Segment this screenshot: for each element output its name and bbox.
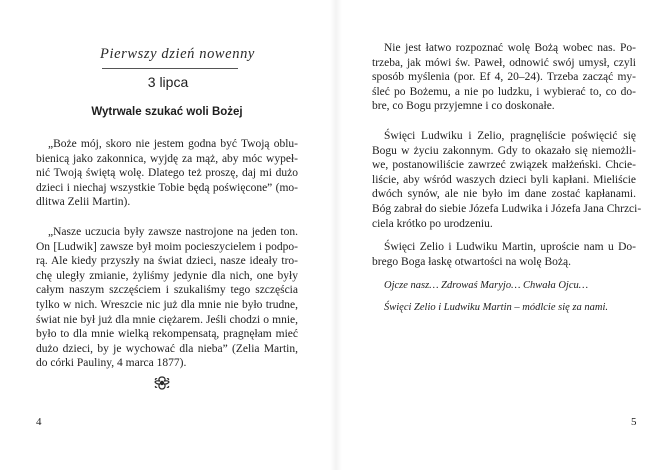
text-line: śleć po Bożemu, a nie po ludzku, i wybierać to, co do- <box>372 85 636 98</box>
prayer-line-1: Ojcze nasz… Zdrowaś Maryjo… Chwała Ojcu… <box>384 280 589 291</box>
left-paragraph-1 <box>36 137 298 210</box>
text-line: świat nie był już dla mnie ciężarem. Jeśli chodzi o mnie, <box>36 313 298 326</box>
text-line: Bóg zabrał do siebie Józefa Ludwika i Józefa Jana Chrzci- <box>372 202 642 215</box>
text-line: Nie jest łatwo rozpoznać wolę Bożą wobec nas. Po- <box>384 42 636 54</box>
text-line: trzeba, jak mówi św. Paweł, odnowić swój umysł, czyli <box>372 56 636 69</box>
text-line: sposób myślenia (por. Ef 4, 20–24). Trzeba zacząć my- <box>372 71 636 84</box>
text-line: „Nasze uczucia były zawsze nastrojone na jeden ton. <box>48 226 298 238</box>
floral-ornament-icon <box>153 375 171 391</box>
text-line: bienicą jako zakonnica, wyjdę za mąż, aby móc wypeł- <box>36 152 298 165</box>
right-paragraph-3 <box>372 240 636 269</box>
text-line: liście, aby wśród waszych dzieci byli kapłani. Mieliście <box>372 173 636 186</box>
section-title: Pierwszy dzień nowenny <box>100 46 255 62</box>
text-line: we, postanowiliście zawrzeć związek małżeński. Chcie- <box>372 159 636 172</box>
text-line: do córki Pauliny, 4 marca 1877). <box>36 357 187 370</box>
text-line: „Boże mój, skoro nie jestem godna być Twoją oblu- <box>48 138 298 150</box>
text-line: tylko w nich. Wreszcie nic już dla mnie nie było trudne, <box>36 298 298 311</box>
text-line: było to dla mnie wielką rekompensatą, pragnęłam mieć <box>36 328 298 341</box>
left-paragraph-2 <box>36 225 298 371</box>
text-line: Święci Ludwiku i Zelio, pragnęliście poświęcić się <box>384 130 636 142</box>
text-line: całym naszym szczęściem i szukaliśmy tego szczęścia <box>36 284 298 297</box>
text-line: dzieci i niechaj wszystkie Tobie będą poświęcone” (mo- <box>36 181 298 194</box>
text-line: chę uległy zmianie, żyliśmy jedynie dla nich, one były <box>36 269 298 282</box>
text-line: bre, co Bogu przyjemne i co doskonałe. <box>372 100 555 113</box>
page-number-right: 5 <box>631 416 637 428</box>
text-line: dwóch synów, ale nie było im dane zostać kapłanami. <box>372 188 636 201</box>
date-label: 3 lipca <box>147 74 189 90</box>
right-paragraph-1 <box>372 41 636 114</box>
page-number-left: 4 <box>36 416 42 428</box>
right-paragraph-2 <box>372 129 642 231</box>
title-underline <box>102 68 238 69</box>
text-line: dużo dzieci, by je wychować dla nieba” (Zelia Martin, <box>36 342 298 355</box>
text-line: Bogu w życiu zakonnym. Gdy to okazało się niemożli- <box>372 144 636 157</box>
prayer-line-2: Święci Zelio i Ludwiku Martin – módlcie się za nami. <box>384 302 608 313</box>
text-line: dlitwa Zelii Martin). <box>36 196 131 209</box>
text-line: ciela krótko po urodzeniu. <box>372 217 493 230</box>
text-line: brego Boga łaskę otwartości na wolę Bożą. <box>372 255 571 268</box>
chapter-heading: Wytrwale szukać woli Bożej <box>91 106 243 118</box>
text-line: On [Ludwik] zawsze był moim pocieszycielem i podpo- <box>36 240 298 253</box>
text-line: Święci Zelio i Ludwiku Martin, uproście nam u Do- <box>384 241 636 253</box>
text-line: nić Twoją świętą wolę. Dlatego też proszę, daj mi dużo <box>36 167 298 180</box>
text-line: rą. Ale kiedy przyszły na świat dzieci, nasze ideały tro- <box>36 255 298 268</box>
